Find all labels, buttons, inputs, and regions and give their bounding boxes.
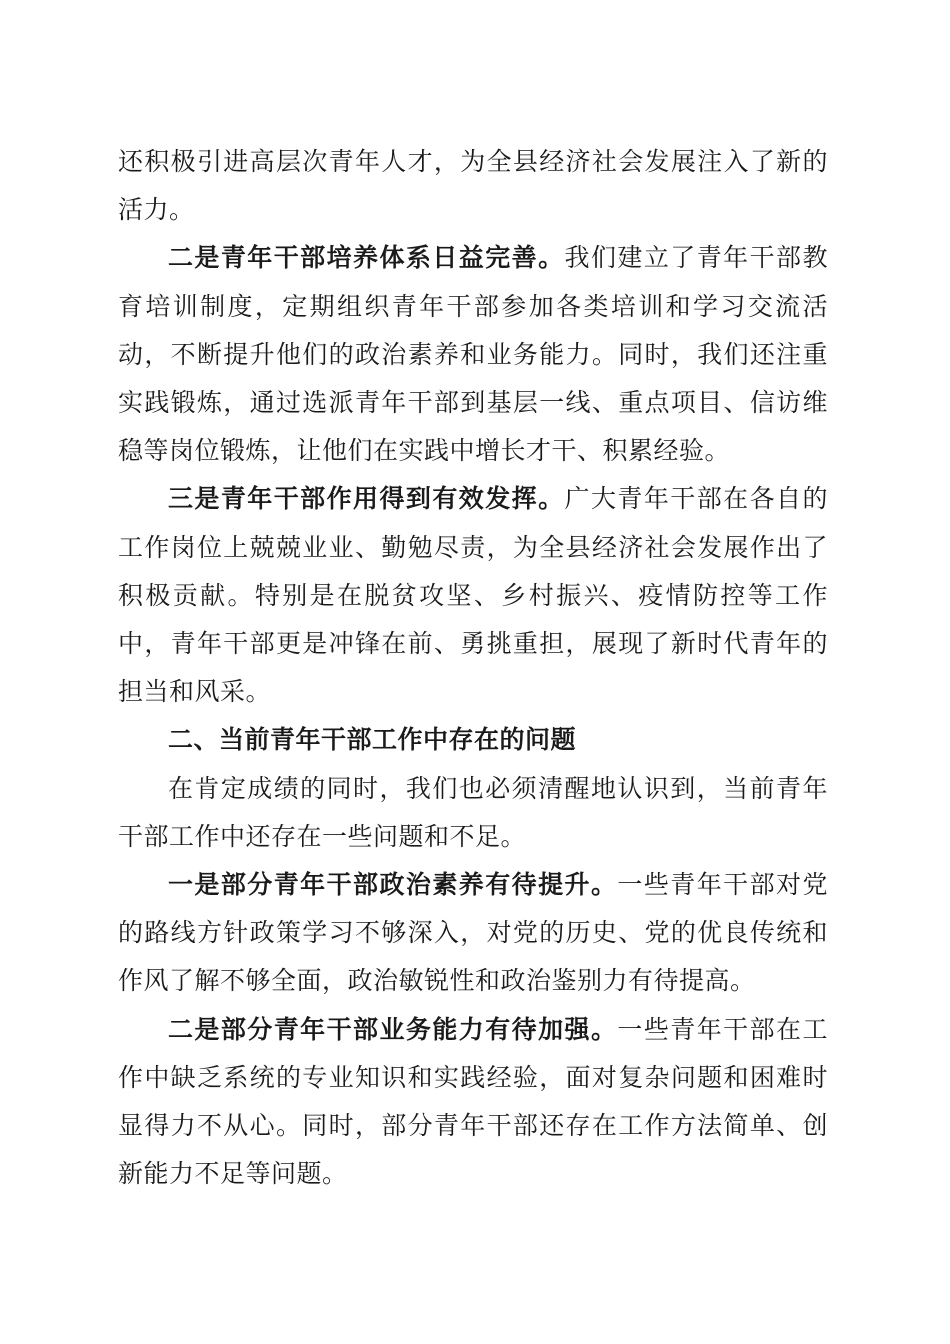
paragraph-lead: 二是部分青年干部业务能力有待加强。 — [168, 1014, 618, 1044]
paragraph-text: 我们建立了青年干部教育培训制度，定期组织青年干部参加各类培训和学习交流活动，不断提升他们的政治素养和业务能力。同时，我们还注重实践锻炼，通过选派青年干部到基层一线、重点项目、信访维稳等岗位锻炼，让他们在实践中增长才干、积累经验。 — [118, 243, 828, 466]
document-body — [118, 138, 828, 1198]
paragraph-lead: 一是部分青年干部政治素养有待提升。 — [168, 870, 618, 900]
paragraph-training-system — [118, 234, 828, 475]
paragraph-text: 广大青年干部在各自的工作岗位上兢兢业业、勤勉尽责，为全县经济社会发展作出了积极贡献。特别是在脱贫攻坚、乡村振兴、疫情防控等工作中，青年干部更是冲锋在前、勇挑重担，展现了新时代青年的担当和风采。 — [118, 484, 828, 707]
paragraph-text: 在肯定成绩的同时，我们也必须清醒地认识到，当前青年干部工作中还存在一些问题和不足。 — [118, 773, 828, 851]
paragraph-role-played — [118, 475, 828, 716]
section-heading: 二、当前青年干部工作中存在的问题 — [168, 725, 577, 755]
paragraph-text: 一些青年干部对党的路线方针政策学习不够深入，对党的历史、党的优良传统和作风了解不够全面，政治敏锐性和政治鉴别力有待提高。 — [118, 870, 828, 996]
paragraph-text: 一些青年干部在工作中缺乏系统的专业知识和实践经验，面对复杂问题和困难时显得力不从心。同时，部分青年干部还存在工作方法简单、创新能力不足等问题。 — [118, 1014, 828, 1189]
paragraph-intro-problems — [118, 765, 828, 861]
paragraph-political-literacy — [118, 861, 828, 1006]
paragraph-continuation — [118, 138, 828, 234]
paragraph-lead: 二是青年干部培养体系日益完善。 — [168, 243, 565, 273]
paragraph-lead: 三是青年干部作用得到有效发挥。 — [168, 484, 565, 514]
paragraph-text: 还积极引进高层次青年人才，为全县经济社会发展注入了新的活力。 — [118, 147, 828, 225]
paragraph-professional-ability — [118, 1006, 828, 1199]
